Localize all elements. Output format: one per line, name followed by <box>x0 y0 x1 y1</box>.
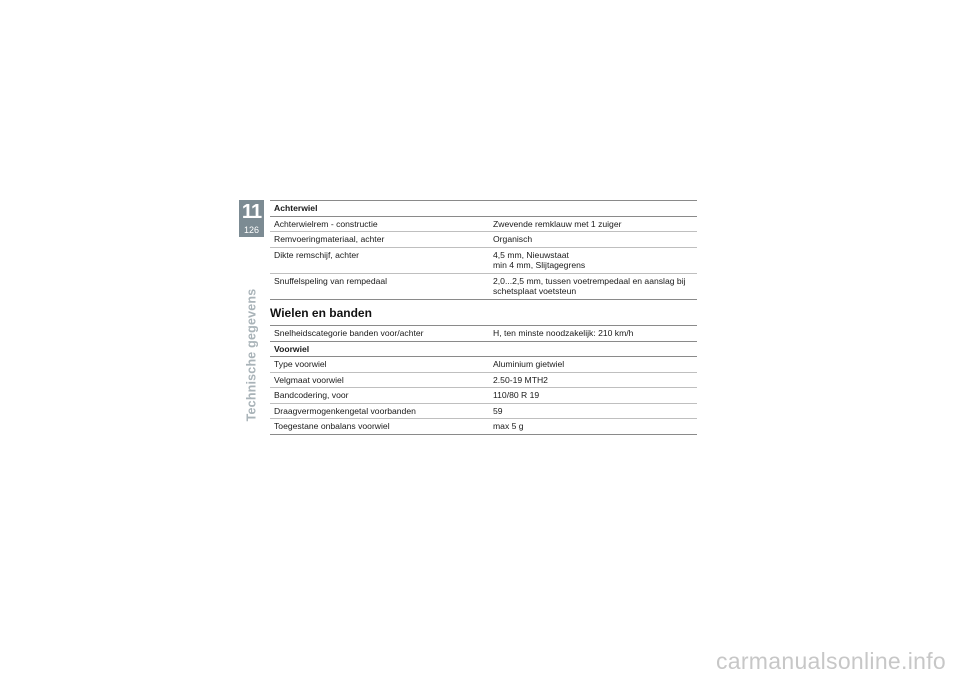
chapter-number: 11 <box>241 201 262 223</box>
front-wheel-heading: Voorwiel <box>270 341 697 357</box>
table-row <box>270 403 697 419</box>
table-row <box>270 357 697 373</box>
row-value: max 5 g <box>486 419 697 435</box>
row-label: Type voorwiel <box>270 357 486 373</box>
table-row <box>270 388 697 404</box>
page-number: 126 <box>243 225 260 235</box>
table-heading-row <box>270 201 697 217</box>
rear-wheel-heading: Achterwiel <box>270 201 697 217</box>
table-row <box>270 273 697 299</box>
row-label: Toegestane onbalans voorwiel <box>270 419 486 435</box>
row-value-line: 2,0...2,5 mm, tussen voetrempedaal en aanslag bij <box>493 275 686 286</box>
row-label: Achterwielrem - constructie <box>270 216 486 232</box>
row-label: Remvoeringmateriaal, achter <box>270 232 486 248</box>
row-value: H, ten minste noodzakelijk: 210 km/h <box>486 326 697 342</box>
chapter-title-text: Technische gegevens <box>244 288 259 422</box>
table-heading-row <box>270 341 697 357</box>
section-heading: Wielen en banden <box>270 306 372 320</box>
chapter-title-vertical <box>236 288 266 422</box>
row-label: Snuffelspeling van rempedaal <box>270 273 486 299</box>
row-value-line: schetsplaat voetsteun <box>493 286 577 296</box>
row-value: Organisch <box>486 232 697 248</box>
watermark-text: carmanualsonline.info <box>715 648 946 674</box>
row-label: Velgmaat voorwiel <box>270 372 486 388</box>
table-row <box>270 232 697 248</box>
row-value: Aluminium gietwiel <box>486 357 697 373</box>
table-row <box>270 247 697 273</box>
row-label: Draagvermogenkengetal voorbanden <box>270 403 486 419</box>
row-label: Dikte remschijf, achter <box>270 247 486 273</box>
table-row <box>270 372 697 388</box>
row-value-line: 4,5 mm, Nieuwstaat <box>493 249 569 260</box>
table-row <box>270 326 697 342</box>
row-value: 110/80 R 19 <box>486 388 697 404</box>
row-value <box>486 247 697 273</box>
row-label: Bandcodering, voor <box>270 388 486 404</box>
row-value: 2.50-19 MTH2 <box>486 372 697 388</box>
front-wheel-table <box>270 325 697 435</box>
chapter-tab <box>239 200 264 237</box>
row-value: Zwevende remklauw met 1 zuiger <box>486 216 697 232</box>
row-value-line: min 4 mm, Slijtagegrens <box>493 260 586 270</box>
row-label: Snelheidscategorie banden voor/achter <box>270 326 486 342</box>
table-row <box>270 216 697 232</box>
row-value <box>486 273 697 299</box>
table-row <box>270 419 697 435</box>
rear-wheel-table <box>270 200 697 300</box>
row-value: 59 <box>486 403 697 419</box>
